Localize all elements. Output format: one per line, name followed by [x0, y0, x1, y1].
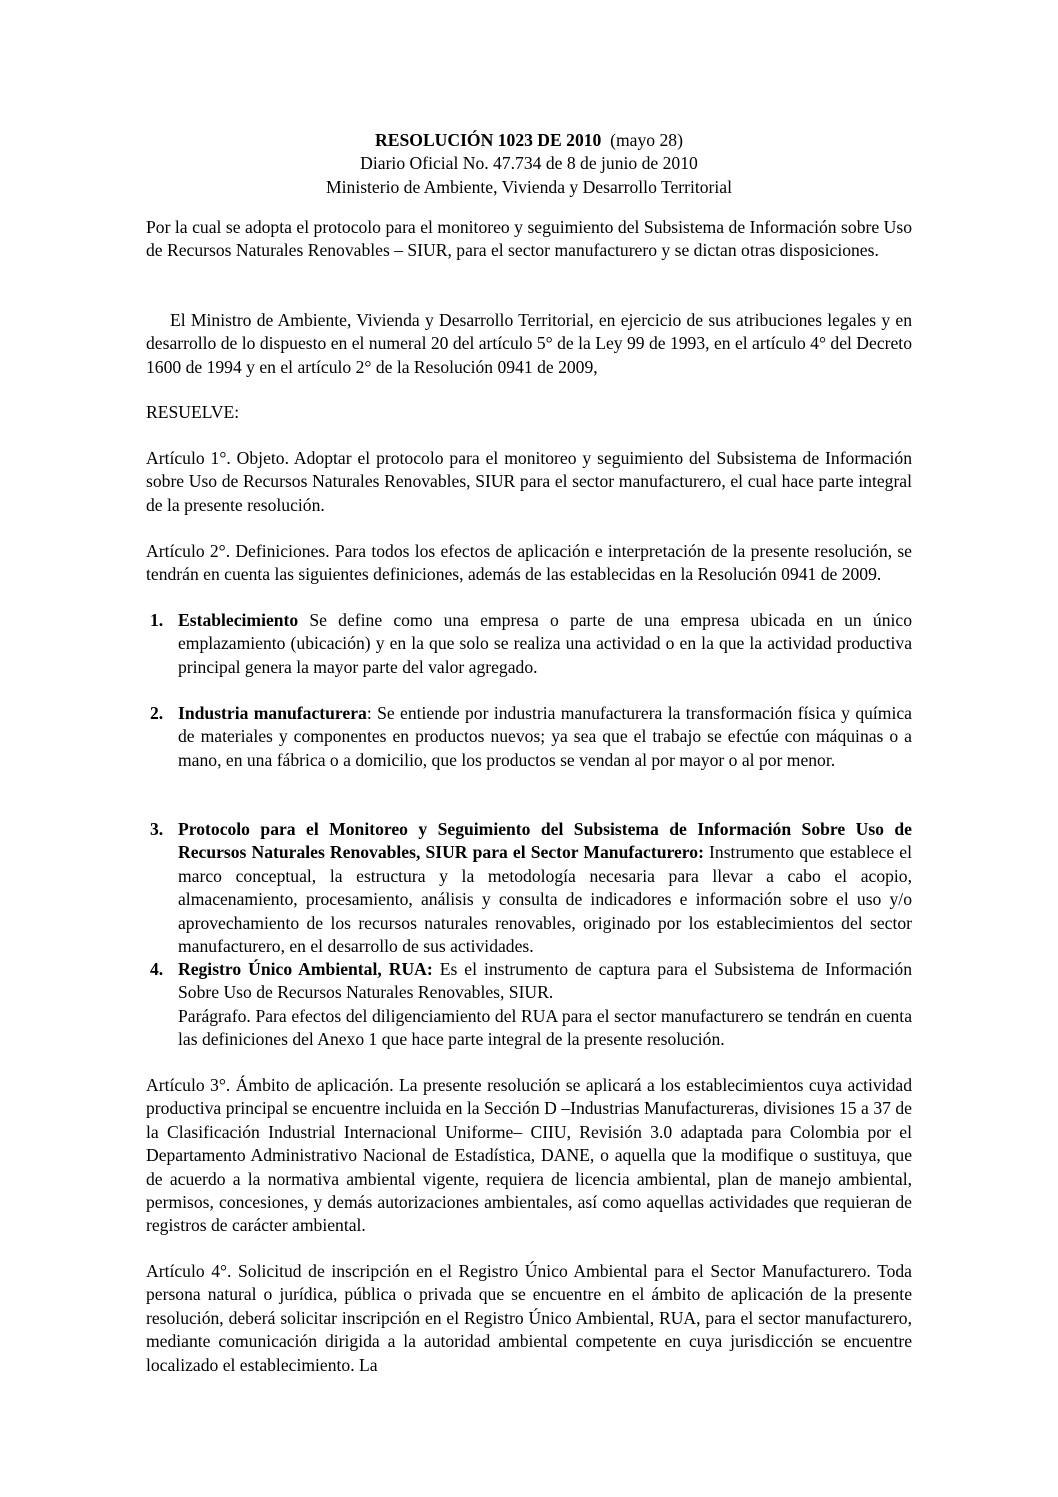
- title-line: [146, 129, 912, 152]
- resuelve-heading: RESUELVE:: [146, 402, 240, 422]
- definition-number: 1.: [150, 610, 164, 630]
- resolution-date: (mayo 28): [610, 130, 683, 150]
- document-header: [146, 129, 912, 199]
- article-2: Artículo 2°. Definiciones. Para todos los efectos de aplicación e interpretación de la presente resolución, se tendrán en cuenta las siguientes definiciones, además de las establecidas en la Resolución 0941 de 2009.: [146, 541, 912, 585]
- resolution-title: RESOLUCIÓN 1023 DE 2010: [375, 130, 602, 150]
- definition-term: Industria manufacturera: [178, 703, 367, 723]
- definition-item: [146, 818, 912, 958]
- definition-term: Protocolo para el Monitoreo y Seguimiento del Subsistema de Información Sobre Uso de Recursos Naturales Renovables, SIUR para el Sector Manufacturero:: [178, 819, 912, 863]
- ministry-line: Ministerio de Ambiente, Vivienda y Desarrollo Territorial: [325, 176, 733, 197]
- article-1: Artículo 1°. Objeto. Adoptar el protocolo para el monitoreo y seguimiento del Subsistema de Información sobre Uso de Recursos Naturales Renovables, SIUR para el sector manufacturero, el cual hace parte integral de la presente resolución.: [146, 448, 912, 515]
- definition-text: Instrumento que establece el marco conceptual, la estructura y la metodología necesaria para llevar a cabo el acopio, almacenamiento, procesamiento, análisis y consulta de indicadores e información sobre el uso y/o aprovechamiento de los recursos naturales renovables, originado por los establecimientos del sector manufacturero, en el desarrollo de sus actividades.: [178, 842, 912, 957]
- summary-paragraph: Por la cual se adopta el protocolo para el monitoreo y seguimiento del Subsistema de Información sobre Uso de Recursos Naturales Renovables – SIUR, para el sector manufacturero y se dictan otras disposiciones.: [146, 217, 912, 261]
- definition-term: Establecimiento: [178, 610, 299, 630]
- definition-item: [146, 702, 912, 772]
- definition-number: 4.: [150, 959, 164, 979]
- paragraph-note: Parágrafo. Para efectos del diligenciamiento del RUA para el sector manufacturero se tendrán en cuenta las definiciones del Anexo 1 que hace parte integral de la presente resolución.: [178, 1005, 912, 1050]
- definition-text: Se define como una empresa o parte de una empresa ubicada en un único emplazamiento (ubicación) y en la que solo se realiza una actividad o en la que la actividad productiva principal genera la mayor parte del valor agregado.: [178, 610, 912, 677]
- definition-text: : Se entiende por industria manufacturera la transformación física y química de materiales y componentes en productos nuevos; ya sea que el trabajo se efectúe con máquinas o a mano, en una fábrica o a domicilio, que los productos se vendan al por mayor o al por menor.: [178, 703, 912, 770]
- definition-item: [146, 609, 912, 679]
- gazette-line: Diario Oficial No. 47.734 de 8 de junio de 2010: [360, 153, 698, 174]
- definition-text: Es el instrumento de captura para el Subsistema de Información Sobre Uso de Recursos Naturales Renovables, SIUR.: [178, 959, 912, 1003]
- definition-number: 3.: [150, 819, 164, 839]
- definition-term: Registro Único Ambiental, RUA:: [178, 959, 433, 979]
- preamble-paragraph: El Ministro de Ambiente, Vivienda y Desarrollo Territorial, en ejercicio de sus atribuciones legales y en desarrollo de lo dispuesto en el numeral 20 del artículo 5° de la Ley 99 de 1993, en el artículo 4° del Decreto 1600 de 1994 y en el artículo 2° de la Resolución 0941 de 2009,: [146, 310, 912, 377]
- article-4: Artículo 4°. Solicitud de inscripción en el Registro Único Ambiental para el Sector Manufacturero. Toda persona natural o jurídica, pública o privada que se encuentre en el ámbito de aplicación de la presente resolución, deberá solicitar inscripción en el Registro Único Ambiental, RUA, para el sector manufacturero, mediante comunicación dirigida a la autoridad ambiental competente en cuya jurisdicción se encuentre localizado el establecimiento. La: [146, 1261, 912, 1375]
- definition-number: 2.: [150, 703, 164, 723]
- article-3: Artículo 3°. Ámbito de aplicación. La presente resolución se aplicará a los establecimientos cuya actividad productiva principal se encuentre incluida en la Sección D –Industrias Manufactureras, divisiones 15 a 37 de la Clasificación Industrial Internacional Uniforme– CIIU, Revisión 3.0 adaptada para Colombia por el Departamento Administrativo Nacional de Estadística, DANE, o aquella que la modifique o sustituya, que de acuerdo a la normativa ambiental vigente, requiera de licencia ambiental, plan de manejo ambiental, permisos, concesiones, y demás autorizaciones ambientales, así como aquellas actividades que requieran de registros de carácter ambiental.: [146, 1075, 912, 1236]
- definition-item: [146, 958, 912, 1052]
